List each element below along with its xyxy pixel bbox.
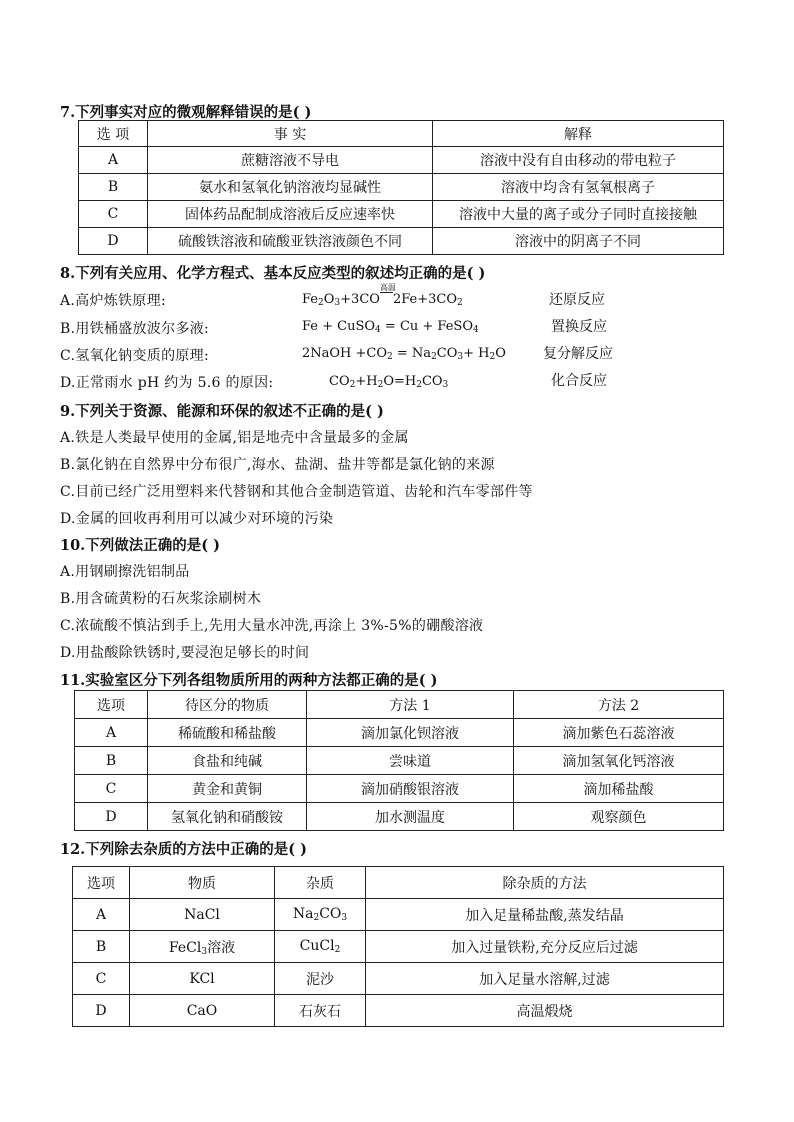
q12-cell: C bbox=[73, 963, 130, 995]
q7-header-fact: 事 实 bbox=[148, 121, 433, 147]
q8-type-a: 还原反应 bbox=[549, 292, 605, 308]
q7-cell: 溶液中均含有氢氧根离子 bbox=[433, 174, 724, 201]
table-row bbox=[73, 995, 724, 1027]
q11-cell: 氢氧化钠和硝酸铵 bbox=[148, 803, 307, 831]
q11-cell: 滴加紫色石蕊溶液 bbox=[514, 719, 724, 747]
q8-option-c: C.氢氧化钠变质的原理: bbox=[60, 348, 209, 364]
table-row bbox=[79, 174, 724, 201]
q12-cell: NaCl bbox=[130, 899, 275, 931]
q7-cell: 氨水和氢氧化钠溶液均显碱性 bbox=[148, 174, 433, 201]
q12-cell: A bbox=[73, 899, 130, 931]
q9-option-b: B.氯化钠在自然界中分布很广,海水、盐湖、盐井等都是氯化钠的来源 bbox=[60, 457, 495, 473]
table-row bbox=[79, 228, 724, 255]
q11-cell: 尝味道 bbox=[307, 747, 514, 775]
q12-cell: CaO bbox=[130, 995, 275, 1027]
question-10-title: 10.下列做法正确的是( ) bbox=[60, 537, 220, 554]
q8-type-d: 化合反应 bbox=[551, 373, 607, 389]
q9-option-a: A.铁是人类最早使用的金属,铝是地壳中含量最多的金属 bbox=[60, 430, 409, 446]
q7-cell: 硫酸铁溶液和硫酸亚铁溶液颜色不同 bbox=[148, 228, 433, 255]
q11-cell: 滴加氯化钡溶液 bbox=[307, 719, 514, 747]
q9-option-d: D.金属的回收再利用可以减少对环境的污染 bbox=[60, 511, 334, 527]
q11-cell: C bbox=[75, 775, 148, 803]
question-9-title: 9.下列关于资源、能源和环保的叙述不正确的是( ) bbox=[60, 403, 384, 420]
q7-cell: C bbox=[79, 201, 148, 228]
q8-option-a: A.高炉炼铁原理: bbox=[60, 293, 166, 309]
q12-cell: 石灰石 bbox=[275, 995, 366, 1027]
q7-header-explanation: 解释 bbox=[433, 121, 724, 147]
q11-header-method2: 方法 2 bbox=[514, 691, 724, 719]
q8-equation-b: Fe + CuSO$_4$ = Cu + FeSO$_4$ bbox=[302, 319, 479, 335]
question-11-title: 11.实验室区分下列各组物质所用的两种方法都正确的是( ) bbox=[60, 672, 438, 689]
q11-header-method1: 方法 1 bbox=[307, 691, 514, 719]
q11-cell: B bbox=[75, 747, 148, 775]
q8-type-c: 复分解反应 bbox=[543, 346, 613, 362]
q11-cell: 滴加硝酸银溶液 bbox=[307, 775, 514, 803]
q12-cell: 高温煅烧 bbox=[366, 995, 724, 1027]
q8-option-d: D.正常雨水 pH 约为 5.6 的原因: bbox=[60, 375, 274, 391]
q7-cell: 蔗糖溶液不导电 bbox=[148, 147, 433, 174]
q11-table bbox=[74, 690, 724, 831]
q8-equation-d: $CO_2+H_2O=H_2CO_3$ bbox=[329, 374, 449, 390]
q12-cell: D bbox=[73, 995, 130, 1027]
q11-header-option: 选项 bbox=[75, 691, 148, 719]
question-8-title: 8.下列有关应用、化学方程式、基本反应类型的叙述均正确的是( ) bbox=[60, 265, 486, 282]
q8-equation-c: 2NaOH $+CO_2 = Na_2CO_3+ H_2O$ bbox=[302, 346, 506, 362]
q12-cell: 加入足量水溶解,过滤 bbox=[366, 963, 724, 995]
q12-header-option: 选项 bbox=[73, 867, 130, 899]
q12-cell: 加入过量铁粉,充分反应后过滤 bbox=[366, 931, 724, 963]
q12-cell: KCl bbox=[130, 963, 275, 995]
q12-cell: CuCl$_2$ bbox=[275, 931, 366, 963]
table-row bbox=[75, 803, 724, 831]
table-row bbox=[79, 147, 724, 174]
question-7-title: 7.下列事实对应的微观解释错误的是( ) bbox=[60, 104, 312, 121]
q12-header-impurity: 杂质 bbox=[275, 867, 366, 899]
question-12-title: 12.下列除去杂质的方法中正确的是( ) bbox=[60, 841, 307, 858]
q7-cell: 溶液中大量的离子或分子同时直接接触 bbox=[433, 201, 724, 228]
q7-cell: 固体药品配制成溶液后反应速率快 bbox=[148, 201, 433, 228]
table-row bbox=[73, 931, 724, 963]
q12-header-substance: 物质 bbox=[130, 867, 275, 899]
q12-header-method: 除杂质的方法 bbox=[366, 867, 724, 899]
q12-cell: B bbox=[73, 931, 130, 963]
q10-option-b: B.用含硫黄粉的石灰浆涂刷树木 bbox=[60, 591, 262, 607]
q12-cell: 泥沙 bbox=[275, 963, 366, 995]
q7-cell: 溶液中的阴离子不同 bbox=[433, 228, 724, 255]
q10-option-a: A.用钢刷擦洗铝制品 bbox=[60, 564, 190, 580]
q12-cell: $Na_2CO_3$ bbox=[275, 899, 366, 931]
q11-cell: 滴加氢氧化钙溶液 bbox=[514, 747, 724, 775]
q10-option-c: C.浓硫酸不慎沾到手上,先用大量水冲洗,再涂上 3%-5%的硼酸溶液 bbox=[60, 618, 484, 634]
q8-equation-a: $Fe_2O_3+3CO$ 高温 $2Fe+3CO_2$ bbox=[302, 283, 463, 308]
q11-header-substances: 待区分的物质 bbox=[148, 691, 307, 719]
table-row bbox=[79, 201, 724, 228]
q11-cell: 稀硫酸和稀盐酸 bbox=[148, 719, 307, 747]
q10-option-d: D.用盐酸除铁锈时,要浸泡足够长的时间 bbox=[60, 645, 310, 661]
q7-cell: D bbox=[79, 228, 148, 255]
q7-cell: A bbox=[79, 147, 148, 174]
q7-cell: 溶液中没有自由移动的带电粒子 bbox=[433, 147, 724, 174]
q11-cell: D bbox=[75, 803, 148, 831]
reaction-condition: 高温 bbox=[379, 283, 396, 292]
q9-option-c: C.目前已经广泛用塑料来代替钢和其他合金制造管道、齿轮和汽车零部件等 bbox=[60, 484, 533, 500]
q8-type-b: 置换反应 bbox=[551, 319, 607, 335]
q12-cell: 加入足量稀盐酸,蒸发结晶 bbox=[366, 899, 724, 931]
q12-table bbox=[72, 866, 724, 1027]
q11-cell: 观察颜色 bbox=[514, 803, 724, 831]
table-row bbox=[75, 719, 724, 747]
q11-cell: 黄金和黄铜 bbox=[148, 775, 307, 803]
q7-cell: B bbox=[79, 174, 148, 201]
q7-table bbox=[78, 120, 724, 255]
q11-cell: 食盐和纯碱 bbox=[148, 747, 307, 775]
q11-cell: 滴加稀盐酸 bbox=[514, 775, 724, 803]
q8-option-b: B.用铁桶盛放波尔多液: bbox=[60, 321, 210, 337]
q12-cell: FeCl$_3$溶液 bbox=[130, 931, 275, 963]
q7-header-option: 选 项 bbox=[79, 121, 148, 147]
q11-cell: 加水测温度 bbox=[307, 803, 514, 831]
q11-cell: A bbox=[75, 719, 148, 747]
table-row bbox=[75, 775, 724, 803]
table-row bbox=[75, 747, 724, 775]
table-row bbox=[73, 899, 724, 931]
table-row bbox=[73, 963, 724, 995]
